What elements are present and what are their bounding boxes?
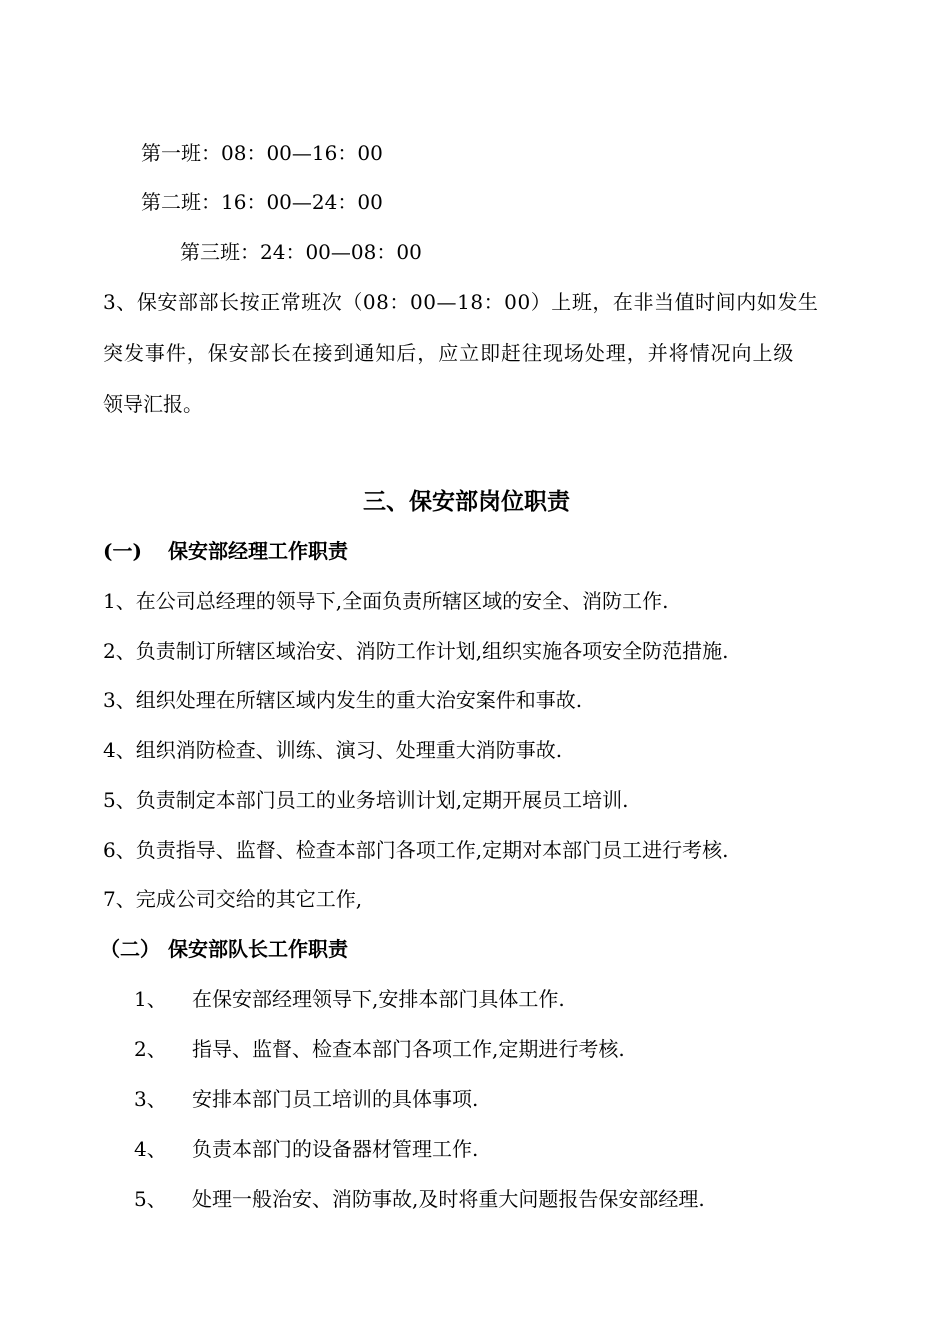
manager-duty-item: 6、负责指导、监督、检查本部门各项工作,定期对本部门员工进行考核. [103, 838, 729, 862]
captain-duty-text: 负责本部门的设备器材管理工作. [192, 1137, 479, 1161]
captain-duty-number: 3、 [134, 1087, 167, 1111]
captain-duty-text: 处理一般治安、消防事故,及时将重大问题报告保安部经理. [192, 1187, 705, 1211]
captain-duty-number: 5、 [134, 1187, 167, 1211]
subsection-1-title: 保安部经理工作职责 [168, 539, 348, 563]
section-title: 三、保安部岗位职责 [363, 488, 570, 515]
manager-duty-item: 1、在公司总经理的领导下,全面负责所辖区域的安全、消防工作. [103, 589, 669, 613]
captain-duty-text: 在保安部经理领导下,安排本部门具体工作. [192, 987, 565, 1011]
manager-duty-item: 5、负责制定本部门员工的业务培训计划,定期开展员工培训. [103, 788, 629, 812]
captain-duty-number: 4、 [134, 1137, 167, 1161]
captain-duty-number: 2、 [134, 1037, 167, 1061]
manager-duty-item: 4、组织消防检查、训练、演习、处理重大消防事故. [103, 738, 563, 762]
paragraph-3-line-1: 3、保安部部长按正常班次（08：00—18：00）上班，在非当值时间内如发生 [103, 290, 819, 314]
paragraph-3-line-3: 领导汇报。 [103, 392, 203, 416]
paragraph-3-line-2: 突发事件，保安部长在接到通知后，应立即赶往现场处理，并将情况向上级 [103, 341, 795, 365]
shift-line-1: 第一班：08：00—16：00 [141, 141, 383, 165]
subsection-2-number: （二） [100, 937, 160, 961]
manager-duty-item: 2、负责制订所辖区域治安、消防工作计划,组织实施各项安全防范措施. [103, 639, 729, 663]
captain-duty-text: 指导、监督、检查本部门各项工作,定期进行考核. [192, 1037, 625, 1061]
manager-duty-item: 7、完成公司交给的其它工作, [103, 887, 363, 911]
manager-duty-item: 3、组织处理在所辖区域内发生的重大治安案件和事故. [103, 688, 583, 712]
subsection-2-title: 保安部队长工作职责 [168, 937, 348, 961]
subsection-1-number: (一) [103, 539, 142, 563]
captain-duty-number: 1、 [134, 987, 167, 1011]
shift-line-2: 第二班：16：00—24：00 [141, 190, 383, 214]
shift-line-3: 第三班：24：00—08：00 [180, 240, 422, 264]
captain-duty-text: 安排本部门员工培训的具体事项. [192, 1087, 479, 1111]
